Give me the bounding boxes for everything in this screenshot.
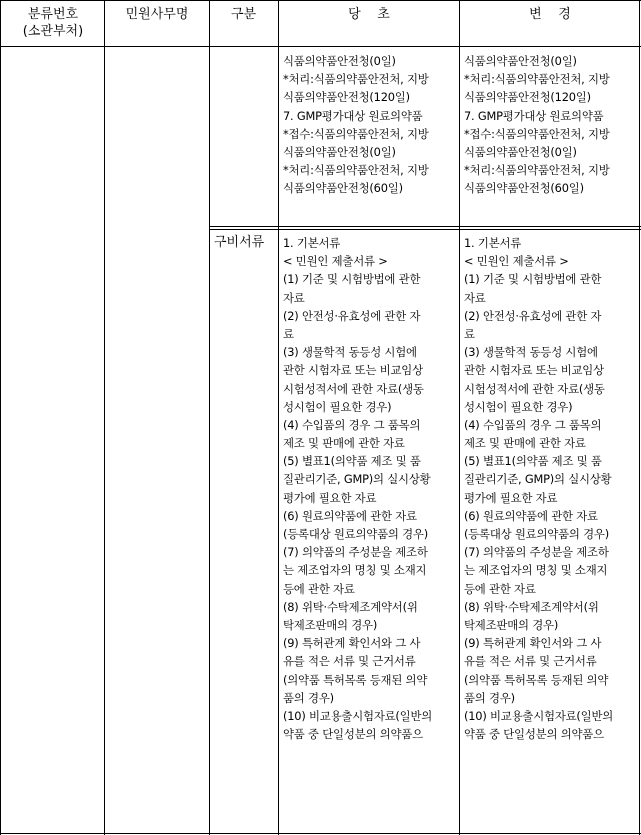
cell-text-line: (8) 위탁·수탁제조계약서(위 xyxy=(464,599,599,614)
cell-text-line: 탁제조판매의 경우) xyxy=(283,617,378,632)
row1-after-cell xyxy=(464,52,610,198)
cell-text-line: *처리:식품의약품안전처, 지방 xyxy=(283,163,429,178)
header-type: 구분 xyxy=(230,7,257,22)
cell-text-line: (8) 위탁·수탁제조계약서(위 xyxy=(283,599,418,614)
cell-text-line: 약품 중 단일성분의 의약품으 xyxy=(283,727,423,742)
header-classification-line-1: 분류번호 xyxy=(27,7,79,22)
table-left-border xyxy=(0,0,1,835)
cell-text-line: (9) 특허관계 확인서와 그 사 xyxy=(464,636,602,651)
cell-text-line: 평가에 필요한 자료 xyxy=(464,490,558,505)
header-bottom-border xyxy=(0,46,641,47)
header-classification xyxy=(2,6,104,40)
cell-text-line: < 민원인 제출서류 > xyxy=(464,254,569,269)
cell-text-line: 품의 경우) xyxy=(464,690,515,705)
cell-text-line: 품의 경우) xyxy=(283,690,334,705)
cell-text-line: 식품의약품안전청(120일) xyxy=(464,90,591,105)
cell-text-line: 제조 및 판매에 관한 자료 xyxy=(283,436,405,451)
cell-text-line: 시험성적서에 관한 자료(생동 xyxy=(464,381,605,396)
cell-text-line: (5) 별표1(의약품 제조 및 품 xyxy=(283,454,421,469)
cell-text-line: < 민원인 제출서류 > xyxy=(283,254,388,269)
cell-text-line: (등록대상 원료의약품의 경우) xyxy=(464,527,609,541)
cell-text-line: (의약품 특허목록 등재된 의약 xyxy=(283,672,428,687)
cell-text-line: 료 xyxy=(283,326,294,341)
cell-text-line: 관한 시험자료 또는 비교임상 xyxy=(283,363,423,378)
cell-text-line: (3) 생물학적 동등성 시험에 xyxy=(464,345,598,360)
cell-text-line: 료 xyxy=(464,326,475,341)
cell-text-line: (6) 원료의약품에 관한 자료 xyxy=(283,508,417,523)
cell-text-line: (1) 기준 및 시험방법에 관한 xyxy=(283,272,421,287)
cell-text-line: 식품의약품안전청(120일) xyxy=(283,90,410,105)
row2-after-cell xyxy=(464,234,613,743)
cell-text-line: 자료 xyxy=(283,290,305,305)
header-before: 당 초 xyxy=(348,7,390,22)
header-service-name: 민원사무명 xyxy=(125,7,189,22)
cell-text-line: 탁제조판매의 경우) xyxy=(464,617,559,632)
cell-text-line: 7. GMP평가대상 원료의약품 xyxy=(283,108,423,123)
cell-text-line: (2) 안전성·유효성에 관한 자 xyxy=(283,308,421,323)
cell-text-line: 약품 중 단일성분의 의약품으 xyxy=(464,727,604,742)
cell-text-line: (5) 별표1(의약품 제조 및 품 xyxy=(464,454,602,469)
row2-type-cell: 구비서류 xyxy=(214,235,265,250)
cell-text-line: (10) 비교용출시험자료(일반의 xyxy=(283,708,433,723)
table-top-border xyxy=(0,0,641,1)
cell-text-line: (4) 수입품의 경우 그 품목의 xyxy=(283,417,421,432)
col-divider-1 xyxy=(104,0,105,835)
cell-text-line: (7) 의약품의 주성분을 제조하 xyxy=(283,545,428,560)
cell-text-line: 식품의약품안전청(0일) xyxy=(464,54,577,68)
cell-text-line: 제조 및 판매에 관한 자료 xyxy=(464,436,586,451)
row2-before-cell xyxy=(283,234,432,743)
cell-text-line: *처리:식품의약품안전처, 지방 xyxy=(283,72,429,87)
cell-text-line: 식품의약품안전청(60일) xyxy=(464,181,584,196)
cell-text-line: 는 제조업자의 명칭 및 소재지 xyxy=(283,563,427,578)
row1-before-cell xyxy=(283,52,429,198)
cell-text-line: (1) 기준 및 시험방법에 관한 xyxy=(464,272,602,287)
row-divider-lower xyxy=(210,229,641,230)
cell-text-line: 식품의약품안전청(0일) xyxy=(283,144,396,159)
row-divider-upper xyxy=(210,226,641,227)
cell-text-line: 등에 관한 자료 xyxy=(464,581,536,596)
cell-text-line: 1. 기본서류 xyxy=(283,236,341,250)
cell-text-line: (3) 생물학적 동등성 시험에 xyxy=(283,345,417,360)
table-right-border xyxy=(639,0,640,835)
cell-text-line: 식품의약품안전청(0일) xyxy=(464,144,577,159)
cell-text-line: (6) 원료의약품에 관한 자료 xyxy=(464,508,598,523)
cell-text-line: 등에 관한 자료 xyxy=(283,581,355,596)
cell-text-line: *처리:식품의약품안전처, 지방 xyxy=(464,163,610,178)
cell-text-line: 식품의약품안전청(0일) xyxy=(283,54,396,68)
cell-text-line: 평가에 필요한 자료 xyxy=(283,490,377,505)
cell-text-line: *처리:식품의약품안전처, 지방 xyxy=(464,72,610,87)
cell-text-line: (등록대상 원료의약품의 경우) xyxy=(283,527,428,541)
cell-text-line: (2) 안전성·유효성에 관한 자 xyxy=(464,308,602,323)
cell-text-line: (10) 비교용출시험자료(일반의 xyxy=(464,708,614,723)
cell-text-line: 식품의약품안전청(60일) xyxy=(283,181,403,196)
cell-text-line: 관한 시험자료 또는 비교임상 xyxy=(464,363,604,378)
cell-text-line: 유를 적은 서류 및 근거서류 xyxy=(464,654,597,669)
cell-text-line: 7. GMP평가대상 원료의약품 xyxy=(464,108,604,123)
table-bottom-border xyxy=(0,833,641,834)
cell-text-line: 자료 xyxy=(464,290,486,305)
cell-text-line: 유를 적은 서류 및 근거서류 xyxy=(283,654,416,669)
cell-text-line: (의약품 특허목록 등재된 의약 xyxy=(464,672,609,687)
cell-text-line: 성시험이 필요한 경우) xyxy=(283,399,392,414)
header-classification-line-2: (소관부처) xyxy=(22,24,84,39)
cell-text-line: 시험성적서에 관한 자료(생동 xyxy=(283,381,424,396)
header-after: 변 경 xyxy=(529,7,571,22)
cell-text-line: (4) 수입품의 경우 그 품목의 xyxy=(464,417,602,432)
cell-text-line: 질관리기준, GMP)의 실시상황 xyxy=(283,472,431,487)
col-divider-3 xyxy=(278,0,279,835)
cell-text-line: 는 제조업자의 명칭 및 소재지 xyxy=(464,563,608,578)
cell-text-line: *접수:식품의약품안전처, 지방 xyxy=(464,126,610,141)
cell-text-line: (9) 특허관계 확인서와 그 사 xyxy=(283,636,421,651)
cell-text-line: 성시험이 필요한 경우) xyxy=(464,399,573,414)
cell-text-line: 1. 기본서류 xyxy=(464,236,522,250)
cell-text-line: *접수:식품의약품안전처, 지방 xyxy=(283,126,429,141)
col-divider-4 xyxy=(459,0,460,835)
cell-text-line: 질관리기준, GMP)의 실시상황 xyxy=(464,472,612,487)
cell-text-line: (7) 의약품의 주성분을 제조하 xyxy=(464,545,609,560)
col-divider-2 xyxy=(209,0,210,835)
